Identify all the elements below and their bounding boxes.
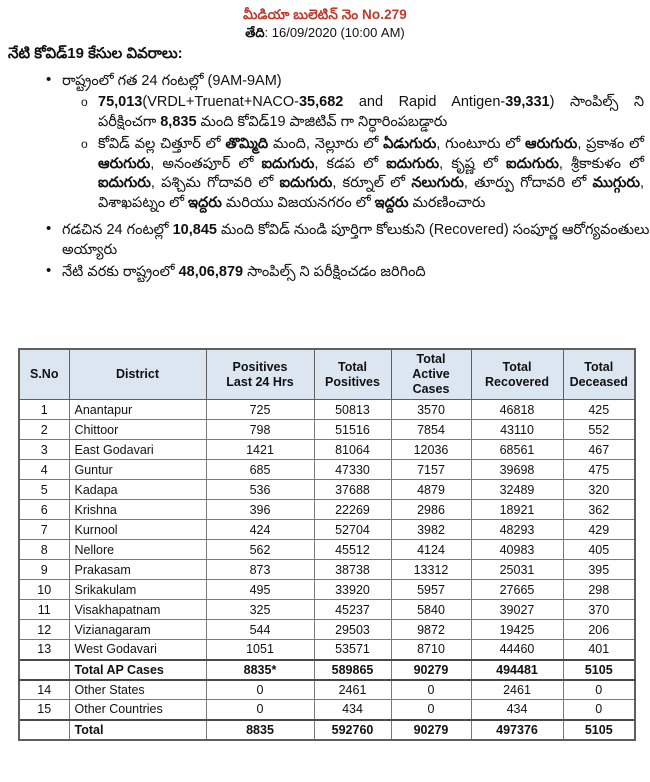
death-text-2: మంది, నెల్లూరు లో xyxy=(268,136,384,152)
table-row xyxy=(19,600,635,620)
table-header xyxy=(19,349,635,400)
cell-total-positives: 38738 xyxy=(314,560,391,580)
cell-total-positives: 47330 xyxy=(314,460,391,480)
cell-positives-last-24-hrs: 536 xyxy=(206,480,314,500)
death-text-1: కోవిడ్ వల్ల చిత్తూర్ లో xyxy=(98,136,226,152)
vrdl-truenat-naco-value: 35,682 xyxy=(298,94,344,110)
table-row xyxy=(19,460,635,480)
cell-total-deceased: 395 xyxy=(563,560,635,580)
cell-total-recovered: 434 xyxy=(471,700,563,720)
cell-total-positives: 33920 xyxy=(314,580,391,600)
cell-district: Guntur xyxy=(69,460,206,480)
cell-positives-last-24-hrs: 798 xyxy=(206,420,314,440)
cell-total-positives: 45512 xyxy=(314,540,391,560)
cell-district: Prakasam xyxy=(69,560,206,580)
bullet-recovered xyxy=(0,220,650,260)
new-positives-value: 8,835 xyxy=(160,113,197,130)
cell-positives-last-24-hrs: 1421 xyxy=(206,440,314,460)
cell-total-deceased: 370 xyxy=(563,600,635,620)
cell-positives-last-24-hrs: 0 xyxy=(206,700,314,720)
district-table-container xyxy=(18,348,634,741)
cell-sno: 6 xyxy=(19,500,69,520)
death-count-guntur: ఆరుగురు xyxy=(525,136,578,152)
cell-district: West Godavari xyxy=(69,640,206,660)
document-header xyxy=(0,0,650,41)
sub-bullet-deaths xyxy=(62,135,650,213)
cell-total-deceased: 425 xyxy=(563,400,635,420)
cell-total-recovered: 32489 xyxy=(471,480,563,500)
cell-total-active-cases: 8710 xyxy=(391,640,471,660)
cell-total-positives: 592760 xyxy=(314,720,391,740)
cell-total-recovered: 494481 xyxy=(471,660,563,680)
cell-sno: 8 xyxy=(19,540,69,560)
recovered-last-24-value: 10,845 xyxy=(172,222,217,238)
cell-sno: 9 xyxy=(19,560,69,580)
cell-total-recovered: 27665 xyxy=(471,580,563,600)
table-header-row xyxy=(19,349,635,400)
death-count-kadapa: ఐదుగురు xyxy=(386,155,440,172)
total-samples-text-prefix: నేటి వరకు రాష్ట్రంలో xyxy=(62,264,179,280)
death-text-13: మరియు విజయనగరం లో xyxy=(221,194,375,211)
cell-total-active-cases: 0 xyxy=(391,700,471,720)
death-text-11: , తూర్పు గోదావరి లో xyxy=(463,175,593,191)
cell-positives-last-24-hrs: 8835 xyxy=(206,720,314,740)
cell-sno: 15 xyxy=(19,700,69,720)
death-count-krishna: ఐదుగురు xyxy=(506,155,559,172)
table-row xyxy=(19,440,635,460)
cell-total-deceased: 405 xyxy=(563,540,635,560)
rapid-antigen-value: 39,331 xyxy=(505,94,550,110)
bulletin-number: మీడియా బులెటిన్ నెం No.279 xyxy=(243,7,407,22)
cell-positives-last-24-hrs: 396 xyxy=(206,500,314,520)
death-count-nellore: ఏడుగురు xyxy=(383,136,437,152)
tests-breakdown-open: (VRDL+Truenat+NACO- xyxy=(142,94,299,110)
col-header-district: District xyxy=(69,349,206,400)
cell-total-deceased: 475 xyxy=(563,460,635,480)
cell-sno: 7 xyxy=(19,520,69,540)
death-text-5: , అనంతపూర్ లో xyxy=(150,155,262,172)
death-text-4: , ప్రకాశం లో xyxy=(577,136,644,152)
positives-confirmed-text: మంది కోవిడ్19 పాజిటివ్ గా నిర్ధారింపబడ్డారు xyxy=(196,113,448,130)
cell-district: Krishna xyxy=(69,500,206,520)
col-header-total-active-cases: Total Active Cases xyxy=(391,349,471,400)
cell-district: East Godavari xyxy=(69,440,206,460)
cell-positives-last-24-hrs: 495 xyxy=(206,580,314,600)
cell-total-active-cases: 3982 xyxy=(391,520,471,540)
death-count-srikakulam: ఐదుగురు xyxy=(98,175,151,191)
cell-total-positives: 52704 xyxy=(314,520,391,540)
table-row xyxy=(19,420,635,440)
cell-district: Anantapur xyxy=(69,400,206,420)
cell-total-deceased: 552 xyxy=(563,420,635,440)
death-text-3: , గుంటూరు లో xyxy=(436,136,526,152)
cell-district: Visakhapatnam xyxy=(69,600,206,620)
bullet-last-24-hours-label: రాష్ట్రంలో గత 24 గంటల్లో (9AM-9AM) xyxy=(62,73,282,89)
cell-total-recovered: 43110 xyxy=(471,420,563,440)
cell-total-active-cases: 2986 xyxy=(391,500,471,520)
tests-conducted-value: 75,013 xyxy=(98,94,143,110)
death-count-kurnool: నలుగురు xyxy=(411,175,464,191)
cell-sno: 13 xyxy=(19,640,69,660)
bulletin-date xyxy=(0,24,650,41)
cell-district: Kurnool xyxy=(69,520,206,540)
table-row xyxy=(19,720,635,740)
death-count-chittoor: తొమ్మిది xyxy=(225,136,269,152)
table-row xyxy=(19,680,635,700)
death-text-6: , కడప లో xyxy=(314,155,387,172)
death-text-10: , కర్నూల్ లో xyxy=(332,175,412,191)
cell-district: Chittoor xyxy=(69,420,206,440)
samples-tested-text: సాంపిల్స్ ని పరీక్షించగా xyxy=(98,94,645,130)
cell-district: Srikakulam xyxy=(69,580,206,600)
cell-positives-last-24-hrs: 8835* xyxy=(206,660,314,680)
cell-sno: 2 xyxy=(19,420,69,440)
cell-total-deceased: 0 xyxy=(563,680,635,700)
table-row xyxy=(19,500,635,520)
table-row xyxy=(19,560,635,580)
death-count-east-godavari: ముగ్గురు xyxy=(592,175,640,191)
table-row xyxy=(19,540,635,560)
cell-sno: 12 xyxy=(19,620,69,640)
cell-total-positives: 589865 xyxy=(314,660,391,680)
table-row xyxy=(19,700,635,720)
cell-total-recovered: 44460 xyxy=(471,640,563,660)
cell-total-recovered: 48293 xyxy=(471,520,563,540)
cell-sno: 5 xyxy=(19,480,69,500)
cell-total-recovered: 18921 xyxy=(471,500,563,520)
col-header-total-recovered: Total Recovered xyxy=(471,349,563,400)
recovery-bullet-list xyxy=(0,220,650,282)
cell-total-recovered: 25031 xyxy=(471,560,563,580)
cell-total-positives: 37688 xyxy=(314,480,391,500)
cell-total-active-cases: 90279 xyxy=(391,720,471,740)
cell-sno: 4 xyxy=(19,460,69,480)
cell-total-active-cases: 5840 xyxy=(391,600,471,620)
death-text-14: మరణించారు xyxy=(408,194,486,211)
cell-total-deceased: 5105 xyxy=(563,660,635,680)
table-row xyxy=(19,580,635,600)
cell-total-recovered: 40983 xyxy=(471,540,563,560)
cell-total-active-cases: 13312 xyxy=(391,560,471,580)
cell-total-positives: 22269 xyxy=(314,500,391,520)
cell-positives-last-24-hrs: 725 xyxy=(206,400,314,420)
tests-breakdown-close: ) xyxy=(549,94,555,110)
cell-sno: 1 xyxy=(19,400,69,420)
total-samples-value: 48,06,879 xyxy=(178,264,244,280)
death-count-prakasam: ఆరుగురు xyxy=(98,155,151,172)
cell-district: Total AP Cases xyxy=(69,660,206,680)
cell-total-positives: 81064 xyxy=(314,440,391,460)
table-row xyxy=(19,520,635,540)
cell-total-deceased: 206 xyxy=(563,620,635,640)
table-row xyxy=(19,620,635,640)
cell-district: Total xyxy=(69,720,206,740)
col-header-total-deceased: Total Deceased xyxy=(563,349,635,400)
cell-total-deceased: 429 xyxy=(563,520,635,540)
cell-total-active-cases: 7854 xyxy=(391,420,471,440)
death-text-7: , కృష్ణ లో xyxy=(439,155,507,172)
cell-total-active-cases: 9872 xyxy=(391,620,471,640)
sub-bullet-testing xyxy=(62,93,650,132)
district-statistics-table xyxy=(18,348,636,741)
cell-district: Vizianagaram xyxy=(69,620,206,640)
summary-bullet-list xyxy=(0,71,650,213)
sub-bullet-list xyxy=(62,93,650,213)
cell-total-positives: 2461 xyxy=(314,680,391,700)
cell-sno: 11 xyxy=(19,600,69,620)
bullet-last-24-hours xyxy=(0,71,650,213)
cell-total-positives: 51516 xyxy=(314,420,391,440)
page-title: నేటి కోవిడ్19 కేసుల వివరాలు: xyxy=(8,45,183,62)
cell-total-recovered: 39027 xyxy=(471,600,563,620)
cell-total-deceased: 320 xyxy=(563,480,635,500)
cell-total-positives: 434 xyxy=(314,700,391,720)
rapid-antigen-label: and Rapid Antigen- xyxy=(343,94,506,110)
cell-district: Kadapa xyxy=(69,480,206,500)
cell-positives-last-24-hrs: 0 xyxy=(206,680,314,700)
cell-sno: 3 xyxy=(19,440,69,460)
recovered-text-suffix: మంది కోవిడ్ నుండి పూర్తిగా కోలుకుని (Recovered) సంపూర్ణ ఆరోగ్యవంతులు అయ్యారు xyxy=(62,222,650,258)
table-row xyxy=(19,660,635,680)
cell-total-deceased: 0 xyxy=(563,700,635,720)
cell-total-active-cases: 4124 xyxy=(391,540,471,560)
cell-total-positives: 50813 xyxy=(314,400,391,420)
col-header-total-positives: Total Positives xyxy=(314,349,391,400)
cell-total-active-cases: 5957 xyxy=(391,580,471,600)
cell-total-positives: 53571 xyxy=(314,640,391,660)
cell-total-active-cases: 4879 xyxy=(391,480,471,500)
cell-sno xyxy=(19,720,69,740)
cell-total-positives: 45237 xyxy=(314,600,391,620)
cell-district: Other Countries xyxy=(69,700,206,720)
table-row xyxy=(19,400,635,420)
col-header-positives-last-24-hrs: Positives Last 24 Hrs xyxy=(206,349,314,400)
cell-total-deceased: 362 xyxy=(563,500,635,520)
cell-total-positives: 29503 xyxy=(314,620,391,640)
death-count-visakhapatnam: ఇద్దరు xyxy=(188,194,222,211)
cell-total-recovered: 46818 xyxy=(471,400,563,420)
cell-total-recovered: 39698 xyxy=(471,460,563,480)
cell-district: Nellore xyxy=(69,540,206,560)
cell-total-active-cases: 7157 xyxy=(391,460,471,480)
date-label: తేది xyxy=(245,25,265,40)
cell-positives-last-24-hrs: 685 xyxy=(206,460,314,480)
cell-positives-last-24-hrs: 544 xyxy=(206,620,314,640)
cell-sno: 14 xyxy=(19,680,69,700)
cell-total-recovered: 497376 xyxy=(471,720,563,740)
total-samples-text-suffix: సాంపిల్స్ ని పరీక్షించడం జరిగింది xyxy=(243,264,426,280)
death-count-vizianagaram: ఇద్దరు xyxy=(374,194,409,211)
cell-positives-last-24-hrs: 1051 xyxy=(206,640,314,660)
recovered-text-prefix: గడచిన 24 గంటల్లో xyxy=(62,222,173,238)
cell-total-recovered: 68561 xyxy=(471,440,563,460)
death-text-12: , విశాఖపట్నం లో xyxy=(98,175,644,211)
cell-total-recovered: 2461 xyxy=(471,680,563,700)
col-header-sno: S.No xyxy=(19,349,69,400)
table-row xyxy=(19,640,635,660)
date-value: : 16/09/2020 (10:00 AM) xyxy=(264,25,405,40)
cell-sno xyxy=(19,660,69,680)
cell-total-recovered: 19425 xyxy=(471,620,563,640)
cell-positives-last-24-hrs: 424 xyxy=(206,520,314,540)
cell-total-active-cases: 0 xyxy=(391,680,471,700)
death-text-9: , పశ్చిమ గోదావరి లో xyxy=(150,175,280,191)
death-count-west-godavari: ఐదుగురు xyxy=(279,175,333,191)
table-row xyxy=(19,480,635,500)
cell-positives-last-24-hrs: 562 xyxy=(206,540,314,560)
cell-total-deceased: 467 xyxy=(563,440,635,460)
cell-total-active-cases: 90279 xyxy=(391,660,471,680)
cell-total-deceased: 298 xyxy=(563,580,635,600)
cell-positives-last-24-hrs: 325 xyxy=(206,600,314,620)
table-body xyxy=(19,400,635,740)
cell-total-deceased: 5105 xyxy=(563,720,635,740)
cell-total-active-cases: 3570 xyxy=(391,400,471,420)
cell-total-deceased: 401 xyxy=(563,640,635,660)
cell-sno: 10 xyxy=(19,580,69,600)
cell-district: Other States xyxy=(69,680,206,700)
cell-total-active-cases: 12036 xyxy=(391,440,471,460)
death-text-8: , శ్రీకాకుళం లో xyxy=(558,155,644,172)
bullet-total-samples xyxy=(0,262,650,282)
death-count-anantapur: ఐదుగురు xyxy=(261,155,315,172)
cell-positives-last-24-hrs: 873 xyxy=(206,560,314,580)
